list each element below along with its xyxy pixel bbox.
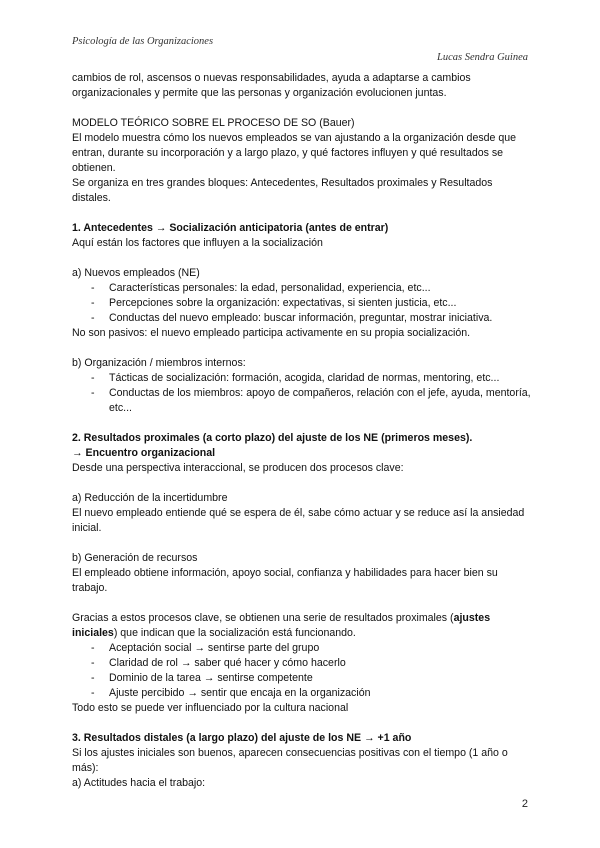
section-2-note: Todo esto se puede ver influenciado por la cultura nacional <box>72 702 349 714</box>
list-item: - Claridad de rol → saber qué hacer y cómo hacerlo <box>91 656 532 671</box>
section-1-heading: 1. Antecedentes → Socialización anticipatoria (antes de entrar) <box>72 222 389 234</box>
results-text-bold: ajustes iniciales <box>72 612 491 639</box>
model-description: El modelo muestra cómo los nuevos empleados se van ajustando a la organización desde que entran, durante su incorporación y a largo plazo, y qué factores influyen y qué resultados se obtienen. <box>72 132 517 174</box>
section-1b-title: b) Organización / miembros internos: <box>72 357 246 369</box>
section-3-intro: Si los ajustes iniciales son buenos, aparecen consecuencias positivas con el tiempo (1 año o más): <box>72 747 508 774</box>
section-3a-title: a) Actitudes hacia el trabajo: <box>72 777 206 789</box>
list-item: - Conductas del nuevo empleado: buscar información, preguntar, mostrar iniciativa. <box>91 311 532 326</box>
section-2-results-list <box>72 641 532 701</box>
model-title: MODELO TEÓRICO SOBRE EL PROCESO DE SO (Bauer) <box>72 117 355 129</box>
list-item: - Conductas de los miembros: apoyo de compañeros, relación con el jefe, ayuda, mentoría, etc... <box>91 386 532 416</box>
section-2-results-paragraph <box>72 611 532 641</box>
section-1a-note: No son pasivos: el nuevo empleado participa activamente en su propia socialización. <box>72 327 471 339</box>
section-2-subheading: → Encuentro organizacional <box>72 447 216 459</box>
section-2a-text: El nuevo empleado entiende qué se espera de él, sabe cómo actuar y se reduce así la ansiedad inicial. <box>72 507 525 534</box>
section-2-heading: 2. Resultados proximales (a corto plazo) del ajuste de los NE (primeros meses). <box>72 432 473 444</box>
list-item: - Características personales: la edad, personalidad, experiencia, etc... <box>91 281 532 296</box>
list-item: - Aceptación social → sentirse parte del grupo <box>91 641 532 656</box>
page-number: 2 <box>521 798 528 810</box>
page-content <box>72 71 532 791</box>
section-2b-title: b) Generación de recursos <box>72 552 198 564</box>
header-course-title: Psicología de las Organizaciones <box>72 36 214 47</box>
section-1-intro: Aquí están los factores que influyen a la socialización <box>72 237 323 249</box>
results-text-pre: Gracias a estos procesos clave, se obtienen una serie de resultados proximales ( <box>72 612 454 624</box>
list-item: - Percepciones sobre la organización: expectativas, si sienten justicia, etc... <box>91 296 532 311</box>
section-2a-title: a) Reducción de la incertidumbre <box>72 492 228 504</box>
section-3-heading: 3. Resultados distales (a largo plazo) del ajuste de los NE → +1 año <box>72 732 412 744</box>
list-item: - Tácticas de socialización: formación, acogida, claridad de normas, mentoring, etc... <box>91 371 532 386</box>
list-item: - Ajuste percibido → sentir que encaja en la organización <box>91 686 532 701</box>
model-structure: Se organiza en tres grandes bloques: Antecedentes, Resultados proximales y Resultados distales. <box>72 177 493 204</box>
section-1b-list <box>72 371 532 416</box>
section-2b-text: El empleado obtiene información, apoyo social, confianza y habilidades para hacer bien su trabajo. <box>72 567 498 594</box>
results-text-post: ) que indican que la socialización está funcionando. <box>113 627 356 639</box>
section-1a-list <box>72 281 532 326</box>
header-author: Lucas Sendra Guinea <box>437 52 528 63</box>
intro-paragraph: cambios de rol, ascensos o nuevas responsabilidades, ayuda a adaptarse a cambios organizacionales y permite que las personas y organización evolucionen juntas. <box>72 72 471 99</box>
section-2-intro: Desde una perspectiva interaccional, se producen dos procesos clave: <box>72 462 404 474</box>
list-item: - Dominio de la tarea → sentirse competente <box>91 671 532 686</box>
section-1a-title: a) Nuevos empleados (NE) <box>72 267 200 279</box>
